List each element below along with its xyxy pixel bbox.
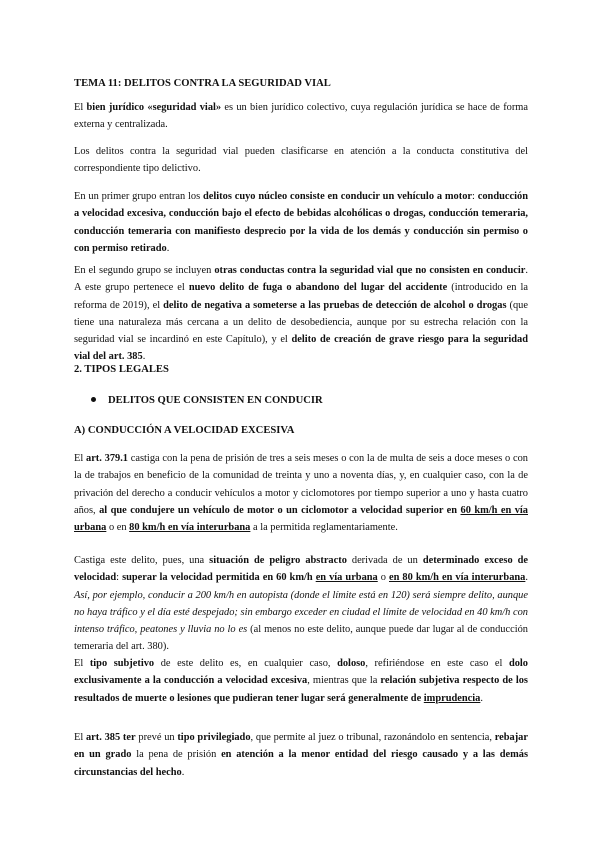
- page-title: TEMA 11: DELITOS CONTRA LA SEGURIDAD VIAL: [74, 78, 331, 89]
- paragraph-bien-juridico: El bien jurídico «seguridad vial» es un bien jurídico colectivo, cuya regulación jurídica se hace de forma externa y centralizada.: [74, 102, 529, 131]
- section-velocidad-excesiva: A) CONDUCCIÓN A VELOCIDAD EXCESIVA: [74, 425, 295, 436]
- paragraph-clasificacion: Los delitos contra la seguridad vial pueden clasificarse en atención a la conducta constitutiva del correspondiente tipo delictivo.: [74, 146, 528, 175]
- paragraph-segundo-grupo: En el segundo grupo se incluyen otras conductas contra la seguridad vial que no consisten en conducir. A este grupo pertenece el nuevo delito de fuga o abandono del lugar del accidente (introducido en la reforma de 2019), el delito de negativa a someterse a las pruebas de detección de alcohol o drogas (que tiene una naturaleza más cercana a un delito de desobediencia, aunque por su estrecha relación con la seguridad vial se incardinó en este Capítulo), y el delito de creación de grave riesgo para la seguridad vial del art. 385.: [74, 265, 528, 363]
- bullet-dot-icon: [91, 397, 96, 402]
- paragraph-art-379: El art. 379.1 castiga con la pena de prisión de tres a seis meses o con la de multa de seis a doce meses o con la de trabajos en beneficio de la comunidad de treinta y uno a noventa días, y, en cualquier caso, con la de privación del derecho a conducir vehículos a motor y ciclomotores por tiempo superior a uno y hasta cuatro años, al que condujere un vehículo de motor o un ciclomotor a velocidad superior en 60 km/h en vía urbana o en 80 km/h en vía interurbana a la permitida reglamentariamente.: [74, 453, 528, 534]
- bullet-delitos-conducir: DELITOS QUE CONSISTEN EN CONDUCIR: [91, 395, 323, 406]
- section-tipos-legales: 2. TIPOS LEGALES: [74, 364, 169, 375]
- paragraph-art-385-ter: El art. 385 ter prevé un tipo privilegiado, que permite al juez o tribunal, razonándolo en sentencia, rebajar en un grado la pena de prisión en atención a la menor entidad del riesgo causado y a las demás circunstancias del hecho.: [74, 732, 528, 778]
- paragraph-tipo-subjetivo: El tipo subjetivo de este delito es, en cualquier caso, doloso, refiriéndose en este caso el dolo exclusivamente a la conducción a velocidad excesiva, mientras que la relación subjetiva respecto de los resultados de muerte o lesiones que pudieran tener lugar será generalmente de imprudencia.: [74, 658, 528, 704]
- paragraph-peligro-abstracto: Castiga este delito, pues, una situación de peligro abstracto derivada de un determinado exceso de velocidad: superar la velocidad permitida en 60 km/h en vía urbana o en 80 km/h en vía interurbana. Así, por ejemplo, conducir a 200 km/h en autopista (donde el límite está en 120) será siempre delito, aunque no haya tráfico y el día esté despejado; sin embargo exceder en ciudad el límite de velocidad en 40 km/h con intenso tráfico, peatones y lluvia no lo es (al menos no este delito, aunque puede dar lugar al de conducción temeraria del art. 380).: [74, 555, 529, 653]
- paragraph-primer-grupo: En un primer grupo entran los delitos cuyo núcleo consiste en conducir un vehículo a motor: conducción a velocidad excesiva, conducción bajo el efecto de bebidas alcohólicas o drogas, conducción temeraria, conducción temeraria con manifiesto desprecio por la vida de los demás y conducción sin permiso o con permiso retirado.: [74, 191, 528, 254]
